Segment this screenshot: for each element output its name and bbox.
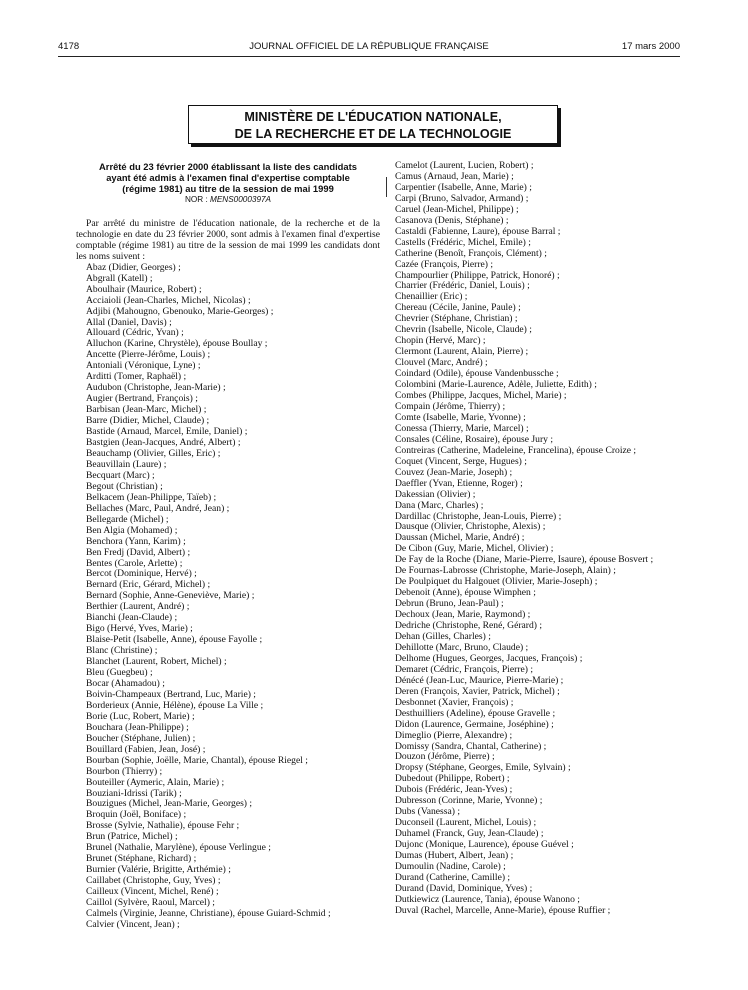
candidate-entry: Abgrall (Katell) ; — [86, 272, 153, 284]
candidate-entry: Dujonc (Monique, Laurence), épouse Guével ; — [395, 839, 574, 851]
candidate-entry: Alluchon (Karine, Chrystèle), épouse Boullay ; — [86, 338, 268, 350]
candidate-entry: Casanova (Denis, Stéphane) ; — [395, 214, 509, 226]
candidate-entry: Dubois (Frédéric, Jean-Yves) ; — [395, 784, 513, 796]
candidate-entry: Comte (Isabelle, Marie, Yvonne) ; — [395, 411, 526, 423]
candidate-entry: Belkacem (Jean-Philippe, Taïeb) ; — [86, 491, 217, 503]
candidate-entry: Dumas (Hubert, Albert, Jean) ; — [395, 850, 514, 862]
candidate-entry: Abaz (Didier, Georges) ; — [86, 261, 181, 273]
candidate-entry: Bouteiller (Aymeric, Alain, Marie) ; — [86, 776, 225, 788]
candidate-entry: Carpi (Bruno, Salvador, Armand) ; — [395, 192, 529, 204]
candidate-entry: Champourlier (Philippe, Patrick, Honoré) ; — [395, 269, 560, 281]
candidate-entry: Aboulhair (Maurice, Robert) ; — [86, 283, 202, 295]
candidate-entry: Douzon (Jérôme, Pierre) ; — [395, 751, 495, 763]
candidate-entry: Dubresson (Corinne, Marie, Yvonne) ; — [395, 795, 543, 807]
candidate-entry: Antoniali (Véronique, Lyne) ; — [86, 360, 201, 372]
candidate-entry: Compain (Jérôme, Thierry) ; — [395, 400, 506, 412]
candidate-entry: Chereau (Cécile, Janine, Paule) ; — [395, 302, 521, 314]
candidate-entry: Bernard (Sophie, Anne-Geneviève, Marie) ; — [86, 590, 255, 602]
candidate-entry: Berthier (Laurent, André) ; — [86, 601, 190, 613]
candidate-entry: Coindard (Odile), épouse Vandenbussche ; — [395, 368, 559, 380]
candidate-entry: Bourbon (Thierry) ; — [86, 765, 163, 777]
candidate-entry: Clouvel (Marc, André) ; — [395, 357, 488, 369]
candidate-entry: Bentes (Carole, Arlette) ; — [86, 557, 183, 569]
ministry-box — [188, 105, 558, 144]
candidate-entry: Bouchara (Jean-Philippe) ; — [86, 721, 189, 733]
candidate-entry: De Fay de la Roche (Diane, Marie-Pierre, Isaure), épouse Bosvert ; — [395, 554, 654, 566]
publication-date: 17 mars 2000 — [621, 41, 680, 52]
nor-reference — [76, 195, 380, 206]
candidate-entry: Bouzigues (Michel, Jean-Marie, Georges) ; — [86, 798, 253, 810]
candidate-entry: Bleu (Guegbeu) ; — [86, 667, 153, 679]
candidate-entry: Blaise-Petit (Isabelle, Anne), épouse Fayolle ; — [86, 634, 263, 646]
candidate-entry: Demaret (Cédric, François, Pierre) ; — [395, 663, 533, 675]
candidate-list-left — [76, 263, 380, 931]
candidate-entry: Cazée (François, Pierre) ; — [395, 258, 494, 270]
candidate-entry: Barbisan (Jean-Marc, Michel) ; — [86, 404, 207, 416]
candidate-entry: Adjibi (Mahougno, Gbenouko, Marie-Georges) ; — [86, 305, 274, 317]
candidate-entry: Chenaillier (Eric) ; — [395, 291, 468, 303]
candidate-entry: Burnier (Valérie, Brigitte, Arthémie) ; — [86, 864, 231, 876]
candidate-entry: Caruel (Jean-Michel, Philippe) ; — [395, 203, 519, 215]
candidate-entry: Castells (Frédéric, Michel, Emile) ; — [395, 236, 531, 248]
candidate-entry: Castaldi (Fabienne, Laure), épouse Barral ; — [395, 225, 561, 237]
candidate-entry: Debenoit (Anne), épouse Wimphen ; — [395, 587, 536, 599]
candidate-entry: Dumoulin (Nadine, Carole) ; — [395, 861, 506, 872]
candidate-entry: Dubs (Vanessa) ; — [395, 806, 461, 818]
candidate-entry: Bellaches (Marc, Paul, André, Jean) ; — [86, 502, 230, 514]
candidate-entry: Audubon (Christophe, Jean-Marie) ; — [86, 382, 226, 394]
candidate-entry: Durand (David, Dominique, Yves) ; — [395, 882, 533, 894]
candidate-entry: Boucher (Stéphane, Julien) ; — [86, 732, 196, 744]
header-rule — [58, 56, 680, 57]
candidate-entry: Blanc (Christine) ; — [86, 645, 158, 657]
candidate-entry: Daussan (Michel, Marie, André) ; — [395, 532, 525, 544]
candidate-entry: Broquin (Joël, Boniface) ; — [86, 809, 187, 821]
candidate-entry: Bellegarde (Michel) ; — [86, 513, 169, 525]
nor-code: MENS0000397A — [210, 195, 272, 204]
candidate-entry: Brosse (Sylvie, Nathalie), épouse Fehr ; — [86, 820, 240, 832]
candidate-entry: Allouard (Cédric, Yvan) ; — [86, 327, 184, 339]
candidate-entry: Barre (Didier, Michel, Claude) ; — [86, 415, 210, 427]
candidate-entry: Bouillard (Fabien, Jean, José) ; — [86, 743, 206, 755]
candidate-entry: Bianchi (Jean-Claude) ; — [86, 612, 178, 624]
ministry-line-1: MINISTÈRE DE L'ÉDUCATION NATIONALE, — [244, 110, 502, 124]
candidate-entry: Dénécé (Jean-Luc, Maurice, Pierre-Marie) ; — [395, 674, 564, 686]
candidate-entry: Bernard (Eric, Gérard, Michel) ; — [86, 579, 211, 591]
candidate-entry: Allal (Daniel, Davis) ; — [86, 316, 172, 328]
candidate-entry: Dechoux (Jean, Marie, Raymond) ; — [395, 609, 531, 621]
candidate-entry: Arditti (Tomer, Raphaël) ; — [86, 371, 187, 383]
candidate-entry: Brunel (Nathalie, Marylène), épouse Verlingue ; — [86, 842, 271, 854]
candidate-entry: Benchora (Yann, Karim) ; — [86, 535, 186, 547]
candidate-entry: Brun (Patrice, Michel) ; — [86, 831, 178, 843]
candidate-entry: De Fournas-Labrosse (Christophe, Marie-Joseph, Alain) ; — [395, 565, 616, 577]
candidate-entry: Durand (Catherine, Camille) ; — [395, 871, 511, 883]
candidate-entry: Camelot (Laurent, Lucien, Robert) ; — [395, 160, 534, 171]
candidate-entry: Bastide (Arnaud, Marcel, Emile, Daniel) ; — [86, 426, 248, 438]
arrete-title-line-1: Arrêté du 23 février 2000 établissant la liste des candidats — [99, 161, 357, 172]
candidate-entry: Delhome (Hugues, Georges, Jacques, François) ; — [395, 652, 583, 664]
arrete-title-line-3: (régime 1981) au titre de la session de mai 1999 — [122, 183, 334, 194]
candidate-entry: Brunet (Stéphane, Richard) ; — [86, 853, 197, 865]
candidate-entry: Ben Algia (Mohamed) ; — [86, 524, 178, 536]
candidate-entry: Begout (Christian) ; — [86, 480, 163, 492]
candidate-entry: Carpentier (Isabelle, Anne, Marie) ; — [395, 181, 532, 193]
candidate-entry: De Cibon (Guy, Marie, Michel, Olivier) ; — [395, 543, 554, 555]
candidate-entry: Calmels (Virginie, Jeanne, Christiane), épouse Guiard-Schmid ; — [86, 908, 331, 919]
candidate-entry: Caillabet (Christophe, Guy, Yves) ; — [86, 875, 221, 887]
candidate-entry: Becquart (Marc) ; — [86, 469, 155, 481]
candidate-entry: Desbonnet (Xavier, François) ; — [395, 696, 514, 708]
left-column — [76, 161, 380, 931]
candidate-entry: Blanchet (Laurent, Robert, Michel) ; — [86, 656, 227, 668]
candidate-entry: Dana (Marc, Charles) ; — [395, 499, 484, 511]
candidate-entry: Chevrin (Isabelle, Nicole, Claude) ; — [395, 324, 532, 336]
journal-title: JOURNAL OFFICIEL DE LA RÉPUBLIQUE FRANÇAISE — [249, 41, 489, 52]
candidate-entry: Bastgien (Jean-Jacques, André, Albert) ; — [86, 437, 241, 449]
candidate-entry: Dausque (Olivier, Christophe, Alexis) ; — [395, 521, 546, 533]
candidate-entry: Duconseil (Laurent, Michel, Louis) ; — [395, 817, 537, 829]
candidate-entry: Daeffler (Yvan, Etienne, Roger) ; — [395, 477, 523, 489]
candidate-entry: Didon (Laurence, Germaine, Joséphine) ; — [395, 718, 554, 730]
candidate-entry: De Poulpiquet du Halgouet (Olivier, Marie-Joseph) ; — [395, 576, 598, 588]
candidate-entry: Beauvillain (Laure) ; — [86, 458, 167, 470]
candidate-entry: Dimeglio (Pierre, Alexandre) ; — [395, 729, 513, 741]
candidate-entry: Catherine (Benoît, François, Clément) ; — [395, 247, 547, 259]
candidate-entry: Borie (Luc, Robert, Marie) ; — [86, 710, 195, 722]
candidate-entry: Chevrier (Stéphane, Christian) ; — [395, 313, 518, 325]
candidate-entry: Clermont (Laurent, Alain, Pierre) ; — [395, 346, 529, 358]
candidate-entry: Chopin (Hervé, Marc) ; — [395, 335, 486, 347]
column-divider — [386, 177, 387, 197]
candidate-entry: Augier (Bertrand, François) ; — [86, 393, 198, 405]
candidate-entry: Dropsy (Stéphane, Georges, Emile, Sylvain) ; — [395, 762, 571, 774]
candidate-entry: Duval (Rachel, Marcelle, Anne-Marie), épouse Ruffier ; — [395, 904, 611, 916]
candidate-entry: Desthuilliers (Adeline), épouse Gravelle ; — [395, 707, 556, 719]
candidate-entry: Couvez (Jean-Marie, Joseph) ; — [395, 466, 513, 478]
candidate-entry: Dubedout (Philippe, Robert) ; — [395, 773, 510, 785]
candidate-entry: Debrun (Bruno, Jean-Paul) ; — [395, 598, 504, 610]
candidate-entry: Dakessian (Olivier) ; — [395, 488, 476, 500]
candidate-entry: Acciaioli (Jean-Charles, Michel, Nicolas) ; — [86, 294, 251, 306]
candidate-entry: Contreiras (Catherine, Madeleine, Francelina), épouse Croize ; — [395, 444, 637, 456]
candidate-entry: Bocar (Ahamadou) ; — [86, 677, 165, 689]
candidate-entry: Dutkiewicz (Laurence, Tania), épouse Wanono ; — [395, 893, 580, 905]
page-number: 4178 — [58, 41, 80, 52]
candidate-entry: Consales (Céline, Rosaire), épouse Jury ; — [395, 433, 553, 445]
candidate-entry: Bourban (Sophie, Joëlle, Marie, Chantal), épouse Riegel ; — [86, 754, 308, 766]
candidate-entry: Duhamel (Franck, Guy, Jean-Claude) ; — [395, 828, 544, 840]
candidate-entry: Dehillotte (Marc, Bruno, Claude) ; — [395, 641, 529, 653]
candidate-entry: Beauchamp (Olivier, Gilles, Eric) ; — [86, 447, 221, 459]
candidate-entry: Camus (Arnaud, Jean, Marie) ; — [395, 170, 514, 182]
arrete-title-line-2: ayant été admis à l'examen final d'expertise comptable — [106, 172, 350, 183]
candidate-entry: Dedriche (Christophe, René, Gérard) ; — [395, 620, 543, 632]
ministry-line-2: DE LA RECHERCHE ET DE LA TECHNOLOGIE — [234, 127, 512, 141]
candidate-entry: Bercot (Dominique, Hervé) ; — [86, 568, 197, 580]
candidate-entry: Charrier (Frédéric, Daniel, Louis) ; — [395, 280, 530, 292]
page-header — [58, 41, 680, 55]
candidate-entry: Deren (François, Xavier, Patrick, Michel) ; — [395, 685, 560, 697]
arrete-title — [76, 161, 380, 194]
candidate-entry: Coquet (Vincent, Serge, Hugues) ; — [395, 455, 527, 467]
candidate-entry: Bouziani-Idrissi (Tarik) ; — [86, 787, 182, 799]
candidate-entry: Conessa (Thierry, Marie, Marcel) ; — [395, 422, 529, 434]
candidate-entry: Bigo (Hervé, Yves, Marie) ; — [86, 623, 193, 635]
candidate-entry: Dardillac (Christophe, Jean-Louis, Pierre) ; — [395, 510, 562, 522]
candidate-list-right — [395, 161, 677, 917]
candidate-entry: Cailleux (Vincent, Michel, René) ; — [86, 886, 219, 898]
candidate-entry: Boivin-Champeaux (Bertrand, Luc, Marie) ; — [86, 688, 256, 700]
candidate-entry: Calvier (Vincent, Jean) ; — [86, 918, 180, 930]
arrete-intro: Par arrêté du ministre de l'éducation nationale, de la recherche et de la technologie en date du 23 février 2000, sont admis à l'examen final d'expertise comptable (régime 1981) au titre de la session de mai 1999 les candidats dont les noms suivent : — [76, 217, 380, 262]
right-column — [395, 161, 677, 917]
candidate-entry: Caillol (Sylvère, Raoul, Marcel) ; — [86, 897, 215, 909]
candidate-entry: Dehan (Gilles, Charles) ; — [395, 630, 491, 642]
candidate-entry: Ben Fredj (David, Albert) ; — [86, 546, 191, 558]
candidate-entry: Borderieux (Annie, Hélène), épouse La Ville ; — [86, 699, 264, 711]
candidate-entry: Domissy (Sandra, Chantal, Catherine) ; — [395, 740, 547, 752]
candidate-entry: Ancette (Pierre-Jérôme, Louis) ; — [86, 349, 211, 361]
candidate-entry: Combes (Philippe, Jacques, Michel, Marie) ; — [395, 390, 567, 402]
candidate-entry: Colombini (Marie-Laurence, Adèle, Juliette, Edith) ; — [395, 379, 597, 391]
nor-label: NOR : — [184, 195, 208, 204]
